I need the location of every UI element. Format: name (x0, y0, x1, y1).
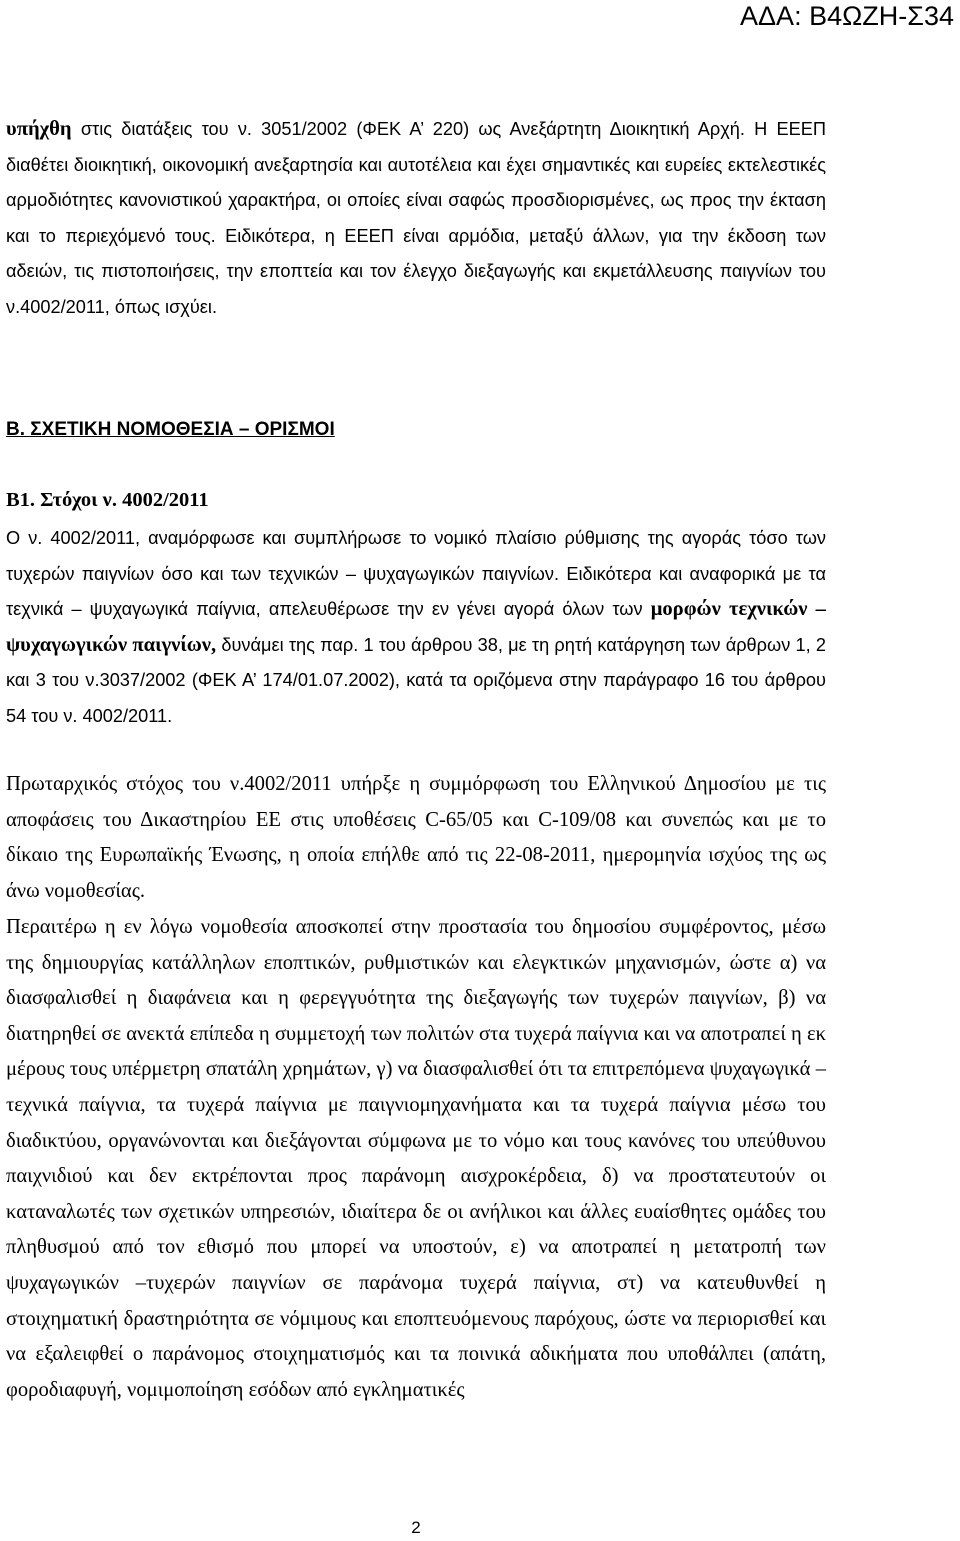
paragraph-eeep-bold: υπήχθη (6, 118, 72, 140)
paragraph-law-reform-bold: μορφών τεχνικών – ψυχαγωγικών παιγνίων, (6, 598, 826, 656)
paragraph-law-reform-part1: Ο ν. 4002/2011, αναμόρφωσε και συμπλήρωσε το νομικό πλαίσιο ρύθμισης της αγοράς τόσο των τυχερών παιγνίων όσο και των τεχνικών – ψυχαγωγικών παιγνίων. Ειδικότερα και αναφορικά με τα τεχνικά – ψυχαγωγικά παίγνια, απελευθέρωσε την εν γένει αγορά όλων των (6, 528, 826, 620)
paragraph-public-interest: Περαιτέρω η εν λόγω νομοθεσία αποσκοπεί στην προστασία του δημοσίου συμφέροντος, μέσω της δημιουργίας κατάλληλων εποπτικών, ρυθμιστικών και ελεγκτικών μηχανισμών, ώστε α) να διασφαλισθεί η διαφάνεια και η φερεγγυότητα της διεξαγωγής των τυχερών παιγνίων, β) να διατηρηθεί σε ανεκτά επίπεδα η συμμετοχή των πολιτών στα τυχερά παίγνια και να αποτραπεί η εκ μέρους τους υπέρμετρη σπατάλη χρημάτων, γ) να διασφαλισθεί ότι τα επιτρεπόμενα ψυχαγωγικά – τεχνικά παίγνια, τα τυχερά παίγνια με παιγνιομηχανήματα και τα τυχερά παίγνια μέσω του διαδικτύου, οργανώνονται και διεξάγονται σύμφωνα με το νόμο και τους κανόνες του υπεύθυνου παιχνιδιού και δεν εκτρέπονται προς παράνομη αισχροκέρδεια, δ) να προστατευτούν οι καταναλωτές των σχετικών υπηρεσιών, ιδιαίτερα δε οι ανήλικοι και άλλες ευαίσθητες ομάδες του πληθυσμού από τον εθισμό που μπορεί να υποστούν, ε) να αποτραπεί η μετατροπή των ψυχαγωγικών –τυχερών παιγνίων σε παράνομα τυχερά παίγνια, στ) να κατευθυνθεί η στοιχηματική δραστηριότητα σε νόμιμους και εποπτευόμενους παρόχους, ώστε να περιορισθεί και να εξαλειφθεί ο παράνομος στοιχηματισμός και τα ποινικά αδικήματα που υποθάλπει (απάτη, φοροδιαφυγή, νομιμοποίηση εσόδων από εγκληματικές (6, 916, 826, 1401)
ada-code: ΑΔΑ: Β4ΩΖΗ-Σ34 (740, 1, 954, 31)
paragraph-eeep-text: στις διατάξεις του ν. 3051/2002 (ΦΕΚ Α’ 220) ως Ανεξάρτητη Διοικητική Αρχή. Η ΕΕΕΠ διαθέτει διοικητική, οικονομική ανεξαρτησία και αυτοτέλεια και έχει σημαντικές και ευρείες εκτελεστικές αρμοδιότητες κανονιστικού χαρακτήρα, οι οποίες είναι σαφώς προσδιορισμένες, ως προς την έκταση και το περιεχόμενό τους. Ειδικότερα, η ΕΕΕΠ είναι αρμόδια, μεταξύ άλλων, για την έκδοση των αδειών, τις πιστοποιήσεις, την εποπτεία και τον έλεγχο διεξαγωγής και εκμετάλλευσης παιγνίων του ν.4002/2011, όπως ισχύει. (6, 119, 826, 317)
paragraph-eeep (6, 112, 826, 326)
paragraph-primary-goal: Πρωταρχικός στόχος του ν.4002/2011 υπήρξε η συμμόρφωση του Ελληνικού Δημοσίου με τις αποφάσεις του Δικαστηρίου ΕΕ στις υποθέσεις C-65/05 και C-109/08 και συνεπώς και με το δίκαιο της Ευρωπαϊκής Ένωσης, η οποία επήλθε από τις 22-08-2011, ημερομηνία ισχύος της ως άνω νομοθεσίας. (6, 773, 826, 902)
paragraph-law-reform (6, 521, 826, 735)
page-number: 2 (411, 1518, 421, 1537)
paragraph-law-reform-part2: δυνάμει της παρ. 1 του άρθρου 38, με τη ρητή κατάργηση των άρθρων 1, 2 και 3 του ν.3037/2002 (ΦΕΚ Α’ 174/01.07.2002), κατά τα οριζόμενα στην παράγραφο 16 του άρθρου 54 του ν. 4002/2011. (6, 634, 826, 726)
section-b-title: Β. ΣΧΕΤΙΚΗ ΝΟΜΟΘΕΣΙΑ – ΟΡΙΣΜΟΙ (6, 419, 335, 440)
section-b1-subtitle: Β1. Στόχοι ν. 4002/2011 (6, 489, 209, 511)
